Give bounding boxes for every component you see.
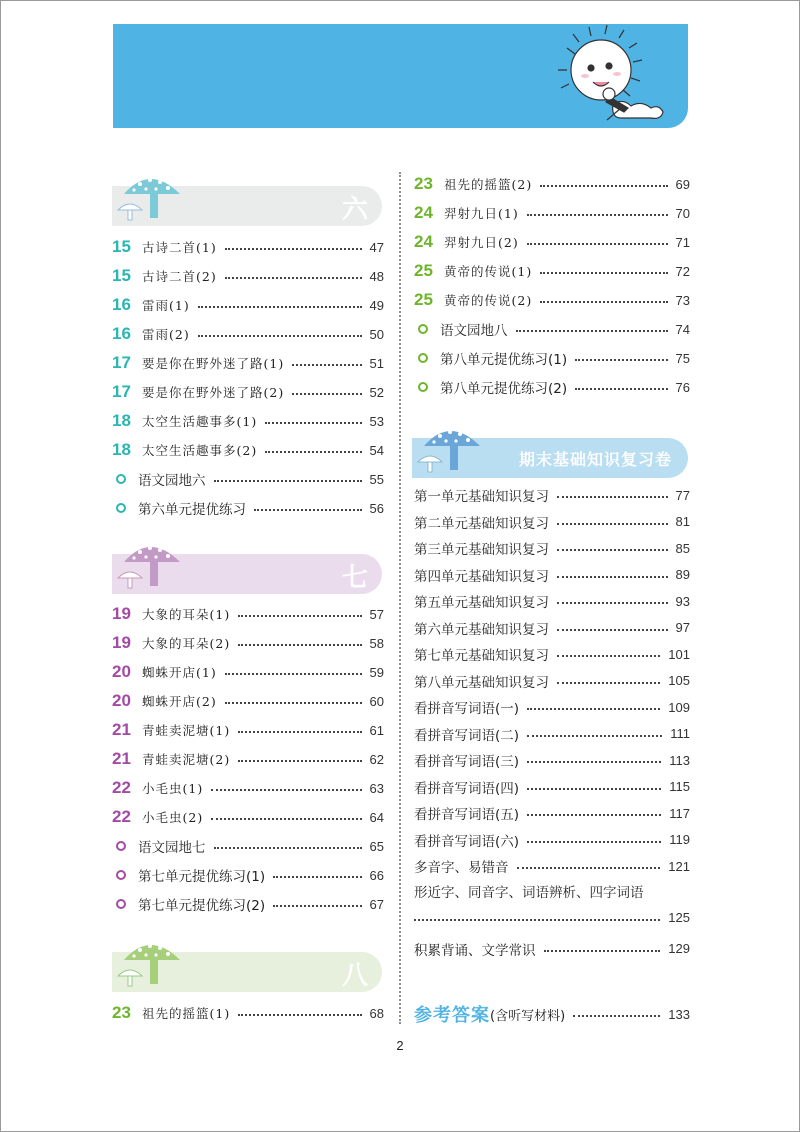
dot-leader <box>573 1015 660 1017</box>
toc-row[interactable] <box>414 669 690 693</box>
toc-entry-label: 积累背诵、文学常识 <box>414 942 536 959</box>
toc-entry-page: 129 <box>668 941 690 956</box>
toc-entry-page: 53 <box>369 413 384 429</box>
toc-entry-page: 69 <box>675 176 690 192</box>
lesson-number: 19 <box>112 633 131 652</box>
toc-entry-page: 76 <box>675 379 690 395</box>
lesson-number: 18 <box>112 411 131 430</box>
green-mushroom-icon <box>112 934 182 994</box>
toc-entry-page: 56 <box>369 500 384 516</box>
sun-cartoon-illustration <box>513 24 688 128</box>
lesson-number: 23 <box>112 1003 131 1022</box>
toc-row[interactable] <box>112 438 384 462</box>
toc-entry-page: 74 <box>675 321 690 337</box>
toc-row[interactable] <box>414 346 690 370</box>
bullet-circle-icon <box>116 899 126 909</box>
toc-entry-label: 蜘蛛开店(1) <box>142 665 217 680</box>
toc-entry-label: 第八单元提优练习(1) <box>440 352 568 368</box>
dot-leader <box>540 272 667 274</box>
toc-row[interactable] <box>112 380 384 404</box>
toc-entry-label: 羿射九日(1) <box>444 206 519 221</box>
toc-row[interactable] <box>112 409 384 433</box>
lesson-number: 16 <box>112 295 131 314</box>
toc-entry-label: 古诗二首(2) <box>142 269 217 284</box>
toc-entry-label: 看拼音写词语(二) <box>414 727 520 744</box>
dot-leader <box>265 422 361 424</box>
dot-leader <box>557 496 668 498</box>
toc-row[interactable] <box>414 483 690 507</box>
dot-leader <box>517 867 661 869</box>
lesson-number: 17 <box>112 353 131 372</box>
dot-leader <box>292 364 361 366</box>
dot-leader <box>516 330 668 332</box>
toc-entry-label: 祖先的摇篮(1) <box>142 1006 231 1021</box>
section-final-review-title: 期末基础知识复习卷 <box>518 450 672 469</box>
toc-entry-label: 大象的耳朵(1) <box>142 607 231 622</box>
toc-entry-label: 青蛙卖泥塘(2) <box>142 752 231 767</box>
toc-entry-label: 黄帝的传说(1) <box>444 264 533 279</box>
toc-entry-page: 60 <box>369 693 384 709</box>
toc-entry-label: 第四单元基础知识复习 <box>414 568 549 585</box>
toc-entry-page: 77 <box>675 487 690 503</box>
dot-leader <box>557 523 668 525</box>
section-seven-title: 七 <box>341 563 368 593</box>
toc-entry-page: 97 <box>675 620 690 635</box>
blue-mushroom-icon <box>412 420 482 480</box>
toc-row[interactable] <box>414 748 690 772</box>
bullet-circle-icon <box>418 324 428 334</box>
toc-row[interactable] <box>414 775 690 799</box>
dot-leader <box>527 814 661 816</box>
toc-row[interactable] <box>414 172 690 196</box>
toc-row[interactable] <box>414 828 690 852</box>
toc-entry-page: 64 <box>369 809 384 825</box>
toc-entry-page: 47 <box>369 239 384 255</box>
toc-entry-page: 52 <box>369 384 384 400</box>
toc-row[interactable] <box>112 602 384 626</box>
toc-entry-page: 65 <box>369 838 384 854</box>
toc-entry-label: 看拼音写词语(六) <box>414 833 520 850</box>
toc-entry-page: 105 <box>668 673 690 688</box>
toc-entry-page: 66 <box>369 867 384 883</box>
toc-entry-page: 89 <box>675 567 690 582</box>
toc-entry-label: 小毛虫(1) <box>142 781 204 796</box>
lesson-number: 21 <box>112 749 131 768</box>
toc-entry-page: 111 <box>670 726 690 741</box>
toc-entry-label: 语文园地七 <box>138 840 206 856</box>
toc-entry-page: 109 <box>668 699 690 715</box>
toc-entry-label: 大象的耳朵(2) <box>142 636 231 651</box>
toc-entry-page: 73 <box>675 292 690 308</box>
toc-row[interactable] <box>112 747 384 771</box>
lesson-number: 24 <box>414 203 433 222</box>
toc-entry-label: 看拼音写词语(一) <box>414 701 520 717</box>
lesson-number: 23 <box>414 174 433 193</box>
dot-leader <box>238 615 361 617</box>
toc-entry-label: 青蛙卖泥塘(1) <box>142 723 231 738</box>
toc-entry-label: 语文园地八 <box>440 323 508 339</box>
toc-row[interactable] <box>414 616 690 640</box>
toc-entry-page: 50 <box>369 326 384 342</box>
toc-row[interactable] <box>112 322 384 346</box>
dot-leader <box>575 359 667 361</box>
dot-leader <box>225 277 362 279</box>
toc-entry-label: 语文园地六 <box>138 473 206 489</box>
bullet-circle-icon <box>418 353 428 363</box>
lesson-number: 24 <box>414 232 433 251</box>
toc-entry-label: 第一单元基础知识复习 <box>414 489 549 505</box>
dot-leader <box>527 761 661 763</box>
toc-row[interactable] <box>414 375 690 399</box>
dot-leader <box>557 602 668 604</box>
toc-entry-page: 72 <box>675 263 690 279</box>
toc-row[interactable] <box>112 467 384 491</box>
dot-leader <box>254 509 362 511</box>
toc-entry-page: 54 <box>369 442 384 458</box>
dot-leader <box>527 735 662 737</box>
dot-leader <box>198 306 362 308</box>
toc-entry-label: 雷雨(1) <box>142 298 190 313</box>
toc-row[interactable] <box>414 937 690 961</box>
lesson-number: 22 <box>112 778 131 797</box>
dot-leader <box>544 950 661 952</box>
toc-entry-label: 古诗二首(1) <box>142 240 217 255</box>
toc-entry-page: 58 <box>369 635 384 651</box>
toc-row[interactable] <box>414 230 690 254</box>
lesson-number: 17 <box>112 382 131 401</box>
lesson-number: 20 <box>112 691 131 710</box>
bullet-circle-icon <box>116 841 126 851</box>
dot-leader <box>557 629 668 631</box>
toc-row[interactable] <box>414 288 690 312</box>
dot-leader <box>557 576 668 578</box>
lesson-number: 22 <box>112 807 131 826</box>
dot-leader <box>273 876 361 878</box>
lesson-number: 18 <box>112 440 131 459</box>
dot-leader <box>238 644 361 646</box>
bullet-circle-icon <box>116 474 126 484</box>
toc-entry-page: 81 <box>675 514 690 529</box>
toc-entry-page: 121 <box>668 858 690 874</box>
toc-row[interactable] <box>112 892 384 916</box>
toc-entry-label: 太空生活趣事多(2) <box>142 443 258 458</box>
dot-leader <box>225 248 362 250</box>
lesson-number: 16 <box>112 324 131 343</box>
toc-entry-page: 113 <box>669 752 690 768</box>
toc-entry-label: 第三单元基础知识复习 <box>414 542 549 558</box>
toc-row[interactable] <box>112 718 384 742</box>
bullet-circle-icon <box>116 503 126 513</box>
toc-entry-page: 61 <box>369 722 384 738</box>
toc-row[interactable] <box>112 776 384 800</box>
column-divider <box>399 172 401 1024</box>
dot-leader <box>211 789 361 791</box>
toc-entry-label: 形近字、同音字、词语辨析、四字词语 <box>414 885 644 901</box>
dot-leader <box>225 673 362 675</box>
dot-leader <box>527 841 661 843</box>
toc-row[interactable] <box>112 496 384 520</box>
toc-entry-page: 67 <box>369 896 384 912</box>
teal-mushroom-icon <box>112 168 182 228</box>
toc-entry-page: 93 <box>675 593 690 609</box>
toc-row[interactable] <box>414 801 690 825</box>
section-eight-title: 八 <box>341 961 368 991</box>
dot-leader <box>238 1014 361 1016</box>
toc-row[interactable] <box>414 854 690 878</box>
toc-entry-label: 第七单元基础知识复习 <box>414 648 549 664</box>
toc-entry-page: 75 <box>675 350 690 366</box>
toc-entry-label: 小毛虫(2) <box>142 810 204 825</box>
toc-row[interactable] <box>112 660 384 684</box>
toc-entry-page: 119 <box>669 832 690 847</box>
toc-row-answers[interactable] <box>414 1002 690 1026</box>
toc-entry-label: 黄帝的传说(2) <box>444 293 533 308</box>
toc-row[interactable] <box>112 631 384 655</box>
dot-leader <box>265 451 361 453</box>
lesson-number: 15 <box>112 266 131 285</box>
bullet-circle-icon <box>116 870 126 880</box>
section-six-title: 六 <box>341 195 368 225</box>
bullet-circle-icon <box>418 382 428 392</box>
toc-entry-label: 多音字、易错音 <box>414 860 509 876</box>
toc-entry-page: 63 <box>369 780 384 796</box>
dot-leader <box>225 702 362 704</box>
dot-leader <box>414 919 660 921</box>
toc-entry-page: 68 <box>369 1005 384 1021</box>
lesson-number: 25 <box>414 261 433 280</box>
answers-page: 133 <box>668 1006 690 1022</box>
dot-leader <box>527 708 660 710</box>
toc-row[interactable] <box>112 1001 384 1025</box>
answers-title: 参考答案 <box>414 1005 490 1026</box>
toc-entry-label: 蜘蛛开店(2) <box>142 694 217 709</box>
top-banner <box>113 24 688 128</box>
toc-entry-label: 第六单元提优练习 <box>138 502 246 518</box>
toc-row[interactable] <box>112 293 384 317</box>
toc-entry-page: 101 <box>668 646 690 662</box>
toc-row[interactable] <box>414 510 690 534</box>
lesson-number: 25 <box>414 290 433 309</box>
toc-row[interactable] <box>112 351 384 375</box>
toc-row[interactable] <box>414 589 690 613</box>
toc-entry-label: 太空生活趣事多(1) <box>142 414 258 429</box>
lesson-number: 15 <box>112 237 131 256</box>
toc-row[interactable] <box>414 536 690 560</box>
toc-row[interactable] <box>414 317 690 341</box>
toc-row[interactable] <box>112 264 384 288</box>
purple-mushroom-icon <box>112 536 182 596</box>
toc-entry-page: 117 <box>669 805 690 821</box>
toc-entry-page: 59 <box>369 664 384 680</box>
dot-leader <box>557 655 660 657</box>
toc-entry-label: 第八单元基础知识复习 <box>414 674 549 691</box>
toc-row[interactable] <box>112 834 384 858</box>
page-number: 2 <box>396 1038 404 1053</box>
toc-row[interactable] <box>414 563 690 587</box>
dot-leader <box>211 818 361 820</box>
dot-leader <box>557 549 668 551</box>
dot-leader <box>557 682 660 684</box>
toc-entry-label: 要是你在野外迷了路(2) <box>142 385 285 400</box>
toc-entry-page: 71 <box>675 234 690 250</box>
dot-leader <box>527 788 661 790</box>
toc-entry-label: 看拼音写词语(四) <box>414 780 520 797</box>
toc-row[interactable] <box>112 235 384 259</box>
toc-row[interactable] <box>112 863 384 887</box>
dot-leader <box>292 393 361 395</box>
lesson-number: 20 <box>112 662 131 681</box>
toc-entry-label: 要是你在野外迷了路(1) <box>142 356 285 371</box>
toc-entry-page: 49 <box>369 297 384 313</box>
toc-entry-page: 55 <box>369 471 384 487</box>
dot-leader <box>575 388 667 390</box>
toc-entry-label: 羿射九日(2) <box>444 235 519 250</box>
toc-entry-page: 85 <box>675 540 690 556</box>
dot-leader <box>214 480 362 482</box>
toc-entry-label: 看拼音写词语(五) <box>414 807 520 823</box>
toc-entry-label: 第七单元提优练习(1) <box>138 869 266 885</box>
dot-leader <box>527 243 668 245</box>
toc-entry-label: 雷雨(2) <box>142 327 190 342</box>
toc-row[interactable] <box>112 689 384 713</box>
dot-leader <box>540 301 667 303</box>
toc-entry-label: 第六单元基础知识复习 <box>414 621 549 638</box>
dot-leader <box>214 847 362 849</box>
toc-entry-page: 115 <box>669 779 690 794</box>
toc-entry-page: 125 <box>668 910 690 925</box>
toc-entry-label: 祖先的摇篮(2) <box>444 177 533 192</box>
dot-leader <box>540 185 667 187</box>
toc-entry-label: 看拼音写词语(三) <box>414 754 520 770</box>
toc-entry-page: 48 <box>369 268 384 284</box>
dot-leader <box>198 335 362 337</box>
toc-entry-page: 70 <box>675 205 690 221</box>
toc-row[interactable] <box>414 881 690 931</box>
toc-entry-page: 62 <box>369 751 384 767</box>
toc-row[interactable] <box>414 722 690 746</box>
toc-entry-label: 第七单元提优练习(2) <box>138 898 266 914</box>
toc-entry-label: 第五单元基础知识复习 <box>414 595 549 611</box>
toc-row[interactable] <box>414 259 690 283</box>
lesson-number: 21 <box>112 720 131 739</box>
toc-row[interactable] <box>112 805 384 829</box>
toc-entry-page: 57 <box>369 606 384 622</box>
dot-leader <box>238 731 361 733</box>
toc-row[interactable] <box>414 695 690 719</box>
toc-entry-page: 51 <box>369 355 384 371</box>
toc-row[interactable] <box>414 201 690 225</box>
dot-leader <box>238 760 361 762</box>
lesson-number: 19 <box>112 604 131 623</box>
answers-subtitle: (含听写材料) <box>490 1008 566 1024</box>
toc-entry-label: 第八单元提优练习(2) <box>440 381 568 397</box>
toc-entry-label: 第二单元基础知识复习 <box>414 515 549 532</box>
dot-leader <box>273 905 361 907</box>
dot-leader <box>527 214 668 216</box>
toc-row[interactable] <box>414 642 690 666</box>
